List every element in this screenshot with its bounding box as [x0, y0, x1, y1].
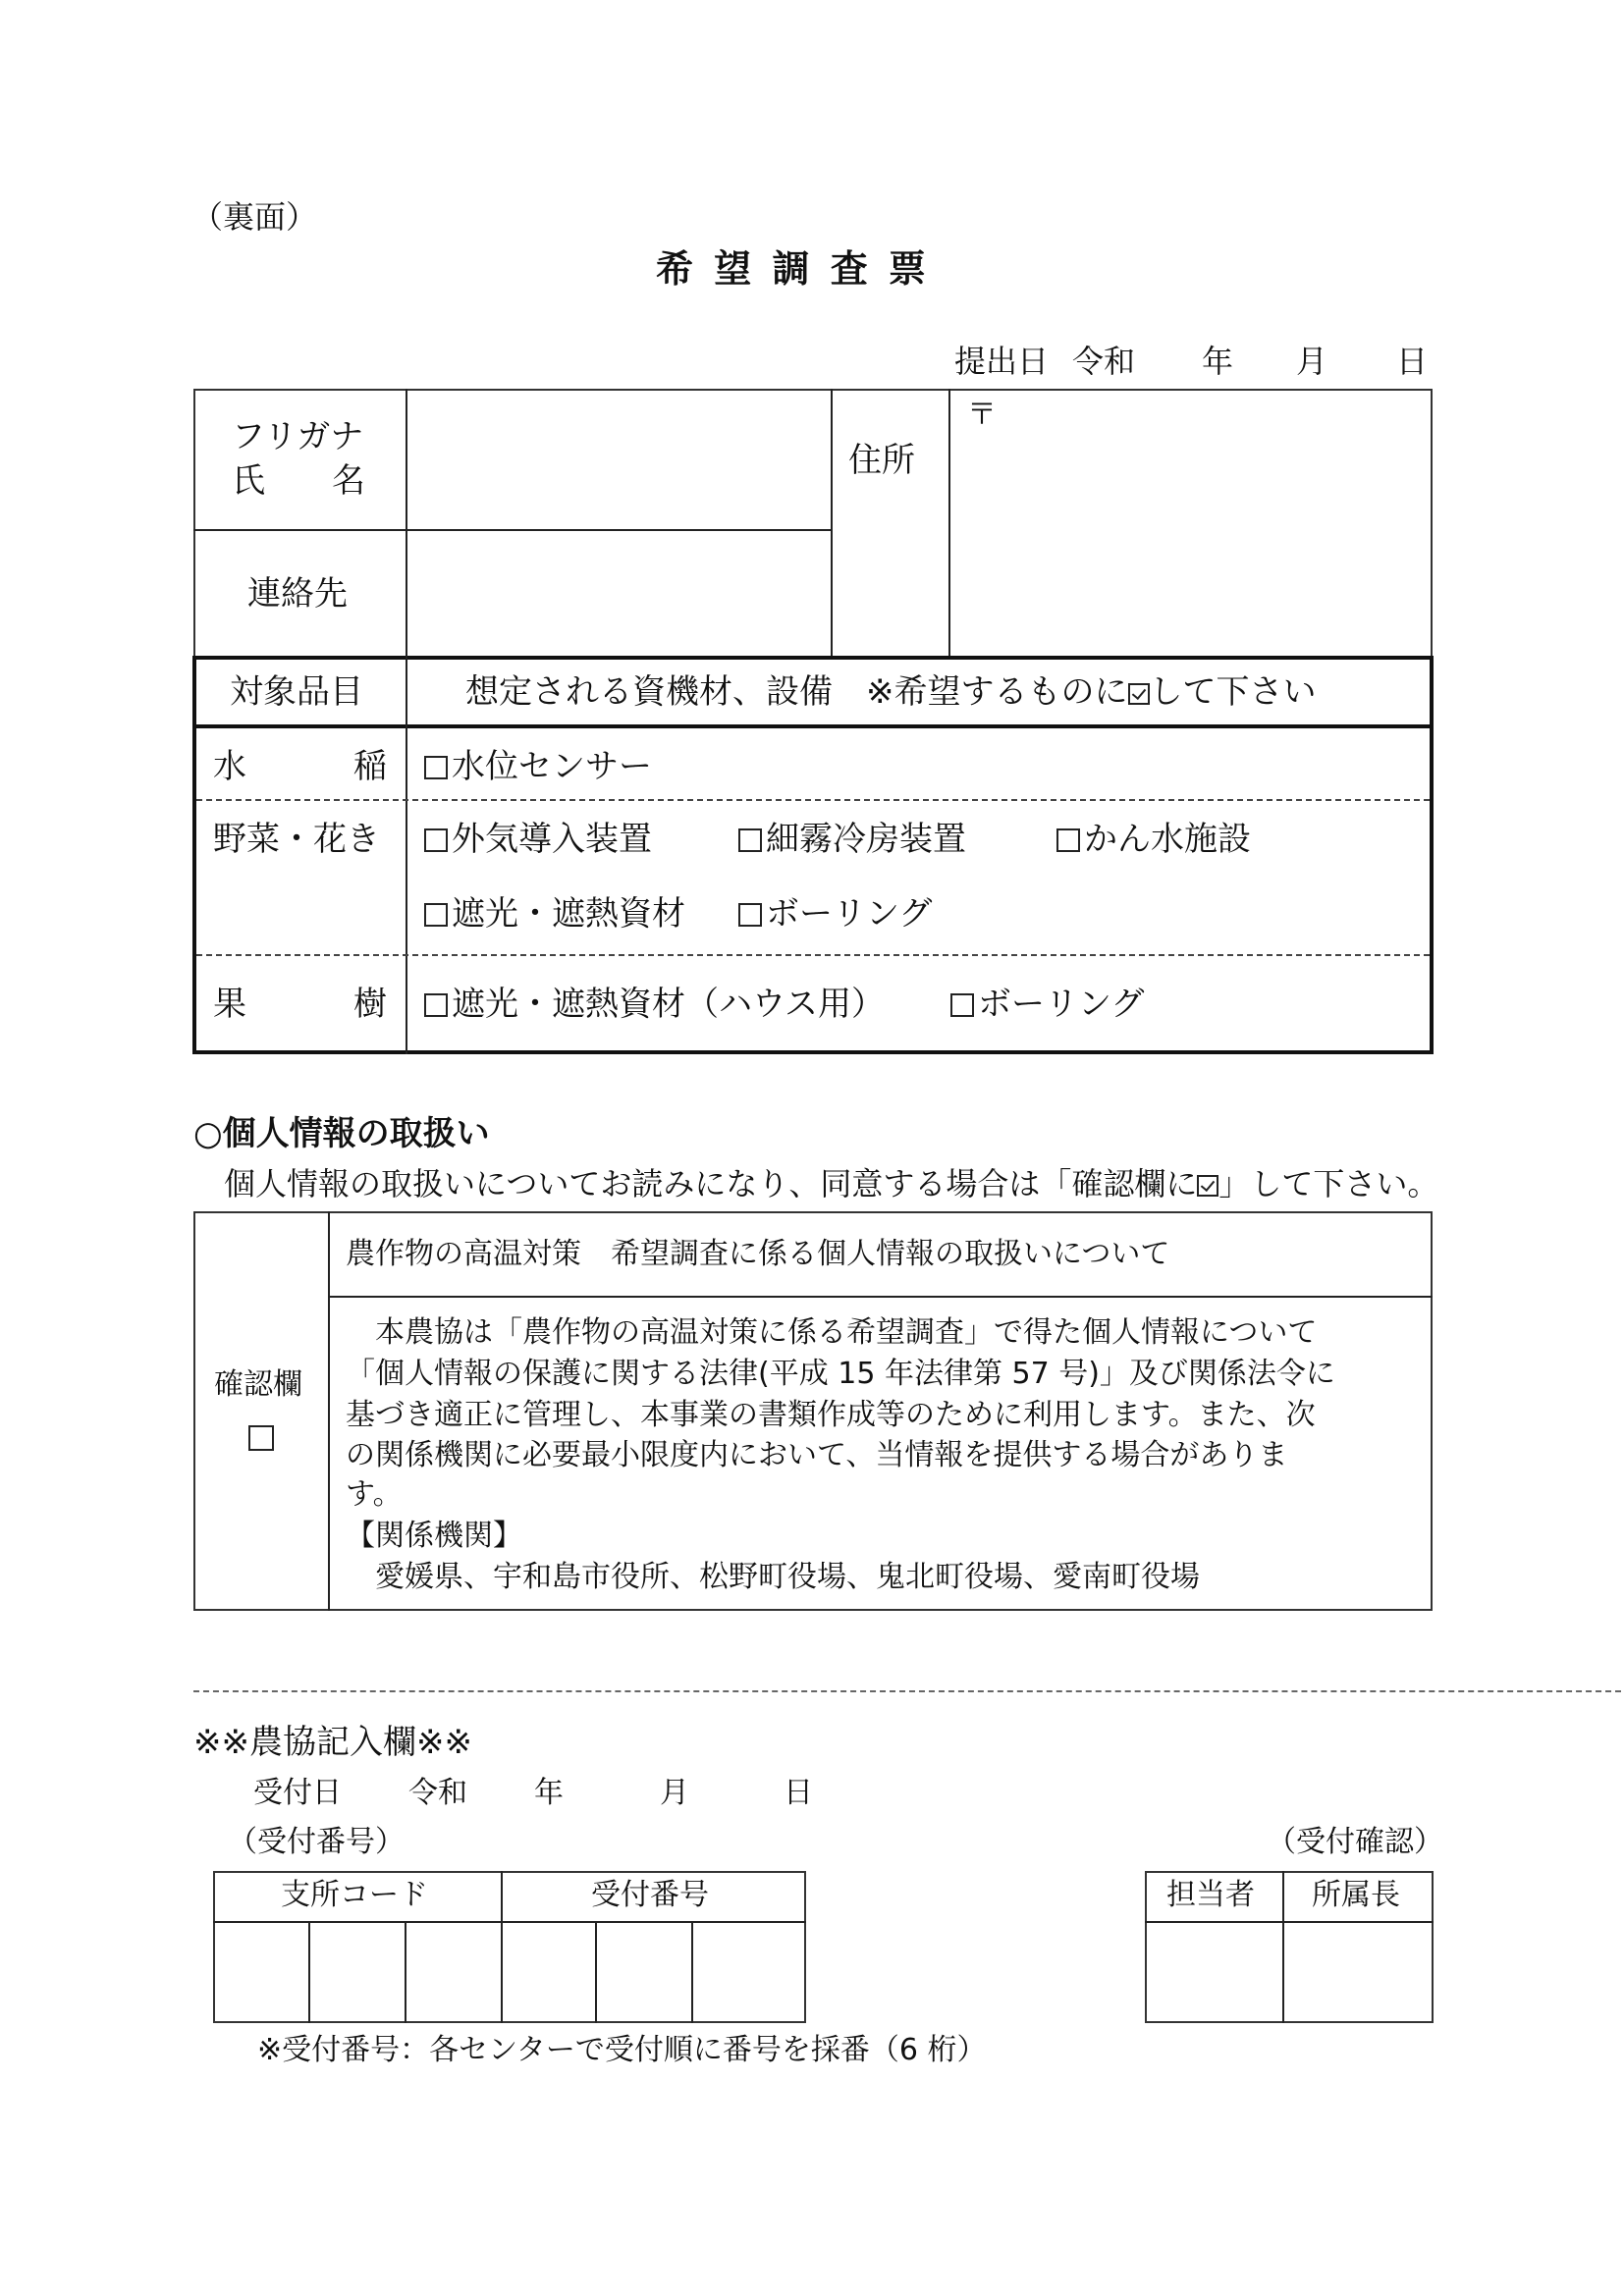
- received-date-label: 受付日: [253, 1776, 342, 1810]
- checkbox-icon[interactable]: [738, 903, 762, 927]
- consent-checkbox[interactable]: [248, 1425, 274, 1451]
- privacy-instruction-text: 個人情報の取扱いについてお読みになり、同意する場合は「確認欄に: [224, 1165, 1198, 1202]
- name-label: 氏 名: [232, 461, 365, 501]
- items-equipment-header-text: 想定される資機材、設備 ※希望するものに: [465, 672, 1128, 712]
- related-agencies-list: 愛媛県、宇和島市役所、松野町役場、鬼北町役場、愛南町役場: [346, 1560, 1200, 1594]
- privacy-body-line-5: す。: [346, 1477, 403, 1512]
- privacy-row-divider: [328, 1296, 1433, 1298]
- checkbox-icon[interactable]: [424, 756, 448, 779]
- received-year: 年: [534, 1776, 564, 1810]
- option-label: 細霧冷房装置: [766, 820, 966, 859]
- receipt-number-header: 受付番号: [591, 1878, 709, 1912]
- items-equipment-header: [465, 672, 1317, 712]
- rice-label-a: 水: [213, 747, 246, 786]
- name-field[interactable]: [408, 391, 830, 528]
- received-date: [253, 1776, 823, 1814]
- checked-box-icon: [1197, 1175, 1218, 1197]
- submission-month: 月: [1296, 343, 1328, 380]
- vegetables-label: 野菜・花き: [213, 820, 380, 859]
- postal-mark: 〒: [967, 398, 997, 432]
- option-water-level-sensor[interactable]: [424, 747, 652, 786]
- checkbox-icon[interactable]: [424, 903, 448, 927]
- items-header-divider: [192, 724, 1434, 728]
- checkbox-icon[interactable]: [950, 993, 974, 1017]
- received-month: 月: [660, 1776, 689, 1810]
- confirm-label: 確認欄: [214, 1367, 302, 1402]
- furigana-label: フリガナ: [232, 417, 364, 456]
- manager-header: 所属長: [1312, 1878, 1400, 1912]
- privacy-instruction-suffix: 」して下さい。: [1218, 1165, 1439, 1202]
- receipt-digit-divider-1: [308, 1921, 310, 2023]
- related-agencies-heading: 【関係機関】: [346, 1519, 522, 1553]
- applicant-col-divider-2: [831, 389, 833, 658]
- contact-field[interactable]: [408, 532, 830, 656]
- option-label: かん水施設: [1084, 820, 1251, 859]
- receipt-digit-divider-2: [405, 1921, 406, 2023]
- privacy-body-line-3: 基づき適正に管理し、本事業の書類作成等のために利用します。また、次: [346, 1398, 1316, 1432]
- items-col-divider: [406, 656, 407, 1054]
- items-equipment-header-suffix: して下さい: [1149, 672, 1317, 712]
- items-category-header: 対象品目: [230, 672, 363, 712]
- option-boring-vegetables[interactable]: [738, 894, 933, 934]
- contact-label: 連絡先: [247, 574, 348, 614]
- submission-date-label: 提出日: [954, 343, 1050, 380]
- receipt-confirm-header-divider: [1145, 1921, 1434, 1923]
- receipt-digit-divider-3: [595, 1921, 597, 2023]
- privacy-col-divider: [328, 1211, 330, 1611]
- submission-date: [954, 343, 1432, 385]
- option-label: 遮光・遮熱資材（ハウス用）: [452, 985, 885, 1024]
- receipt-number-caption: （受付番号）: [228, 1825, 405, 1859]
- privacy-body-line-2: 「個人情報の保護に関する法律(平成 15 年法律第 57 号)」及び関係法令に: [346, 1357, 1335, 1391]
- items-row-divider-1: [196, 799, 1430, 801]
- option-mist-cooling[interactable]: [738, 820, 966, 859]
- address-field[interactable]: [950, 391, 1431, 656]
- option-label: 外気導入装置: [452, 820, 652, 859]
- receipt-confirm-col-divider: [1282, 1871, 1284, 2023]
- staff-header: 担当者: [1166, 1878, 1255, 1912]
- fruit-label-a: 果: [213, 985, 246, 1024]
- option-label: ボーリング: [978, 985, 1145, 1024]
- receipt-number-note: ※受付番号：各センターで受付順に番号を採番（6 桁）: [257, 2033, 987, 2067]
- submission-year: 年: [1202, 343, 1234, 380]
- reverse-side-label: （裏面）: [191, 198, 318, 236]
- checked-box-icon: [1128, 683, 1150, 705]
- items-row-divider-2: [196, 954, 1430, 956]
- checkbox-icon[interactable]: [738, 828, 762, 852]
- option-label: ボーリング: [766, 894, 933, 934]
- rice-label-b: 稲: [353, 747, 387, 786]
- option-irrigation[interactable]: [1056, 820, 1251, 859]
- privacy-body-line-4: の関係機関に必要最小限度内において、当情報を提供する場合がありま: [346, 1438, 1288, 1472]
- office-use-heading: ※※農協記入欄※※: [193, 1723, 472, 1762]
- applicant-row-divider: [193, 529, 832, 531]
- privacy-subject: 農作物の高温対策 希望調査に係る個人情報の取扱いについて: [346, 1237, 1170, 1271]
- option-shading-materials[interactable]: [424, 894, 685, 934]
- privacy-heading: ○個人情報の取扱い: [193, 1114, 490, 1153]
- receipt-number-group-divider: [501, 1871, 503, 2023]
- fruit-label-b: 樹: [353, 985, 387, 1024]
- cut-line: [193, 1690, 1621, 1692]
- checkbox-icon[interactable]: [424, 828, 448, 852]
- submission-era: 令和: [1072, 343, 1136, 380]
- privacy-instruction: [224, 1165, 1439, 1202]
- address-label: 住所: [848, 441, 915, 480]
- received-day: 日: [784, 1776, 813, 1810]
- checkbox-icon[interactable]: [1056, 828, 1080, 852]
- receipt-confirm-caption: （受付確認）: [1267, 1825, 1443, 1859]
- option-label: 水位センサー: [452, 747, 652, 786]
- option-boring-fruit[interactable]: [950, 985, 1145, 1024]
- page-title: 希 望 調 査 票: [656, 247, 930, 291]
- option-shading-house[interactable]: [424, 985, 885, 1024]
- submission-day: 日: [1396, 343, 1429, 380]
- privacy-body-line-1: 本農協は「農作物の高温対策に係る希望調査」で得た個人情報について: [346, 1315, 1318, 1350]
- option-label: 遮光・遮熱資材: [452, 894, 685, 934]
- receipt-number-header-divider: [213, 1921, 806, 1923]
- applicant-col-divider-1: [406, 389, 407, 658]
- branch-code-header: 支所コード: [281, 1878, 428, 1912]
- option-outside-air-intake[interactable]: [424, 820, 652, 859]
- receipt-digit-divider-4: [691, 1921, 693, 2023]
- received-era: 令和: [408, 1776, 467, 1810]
- checkbox-icon[interactable]: [424, 993, 448, 1017]
